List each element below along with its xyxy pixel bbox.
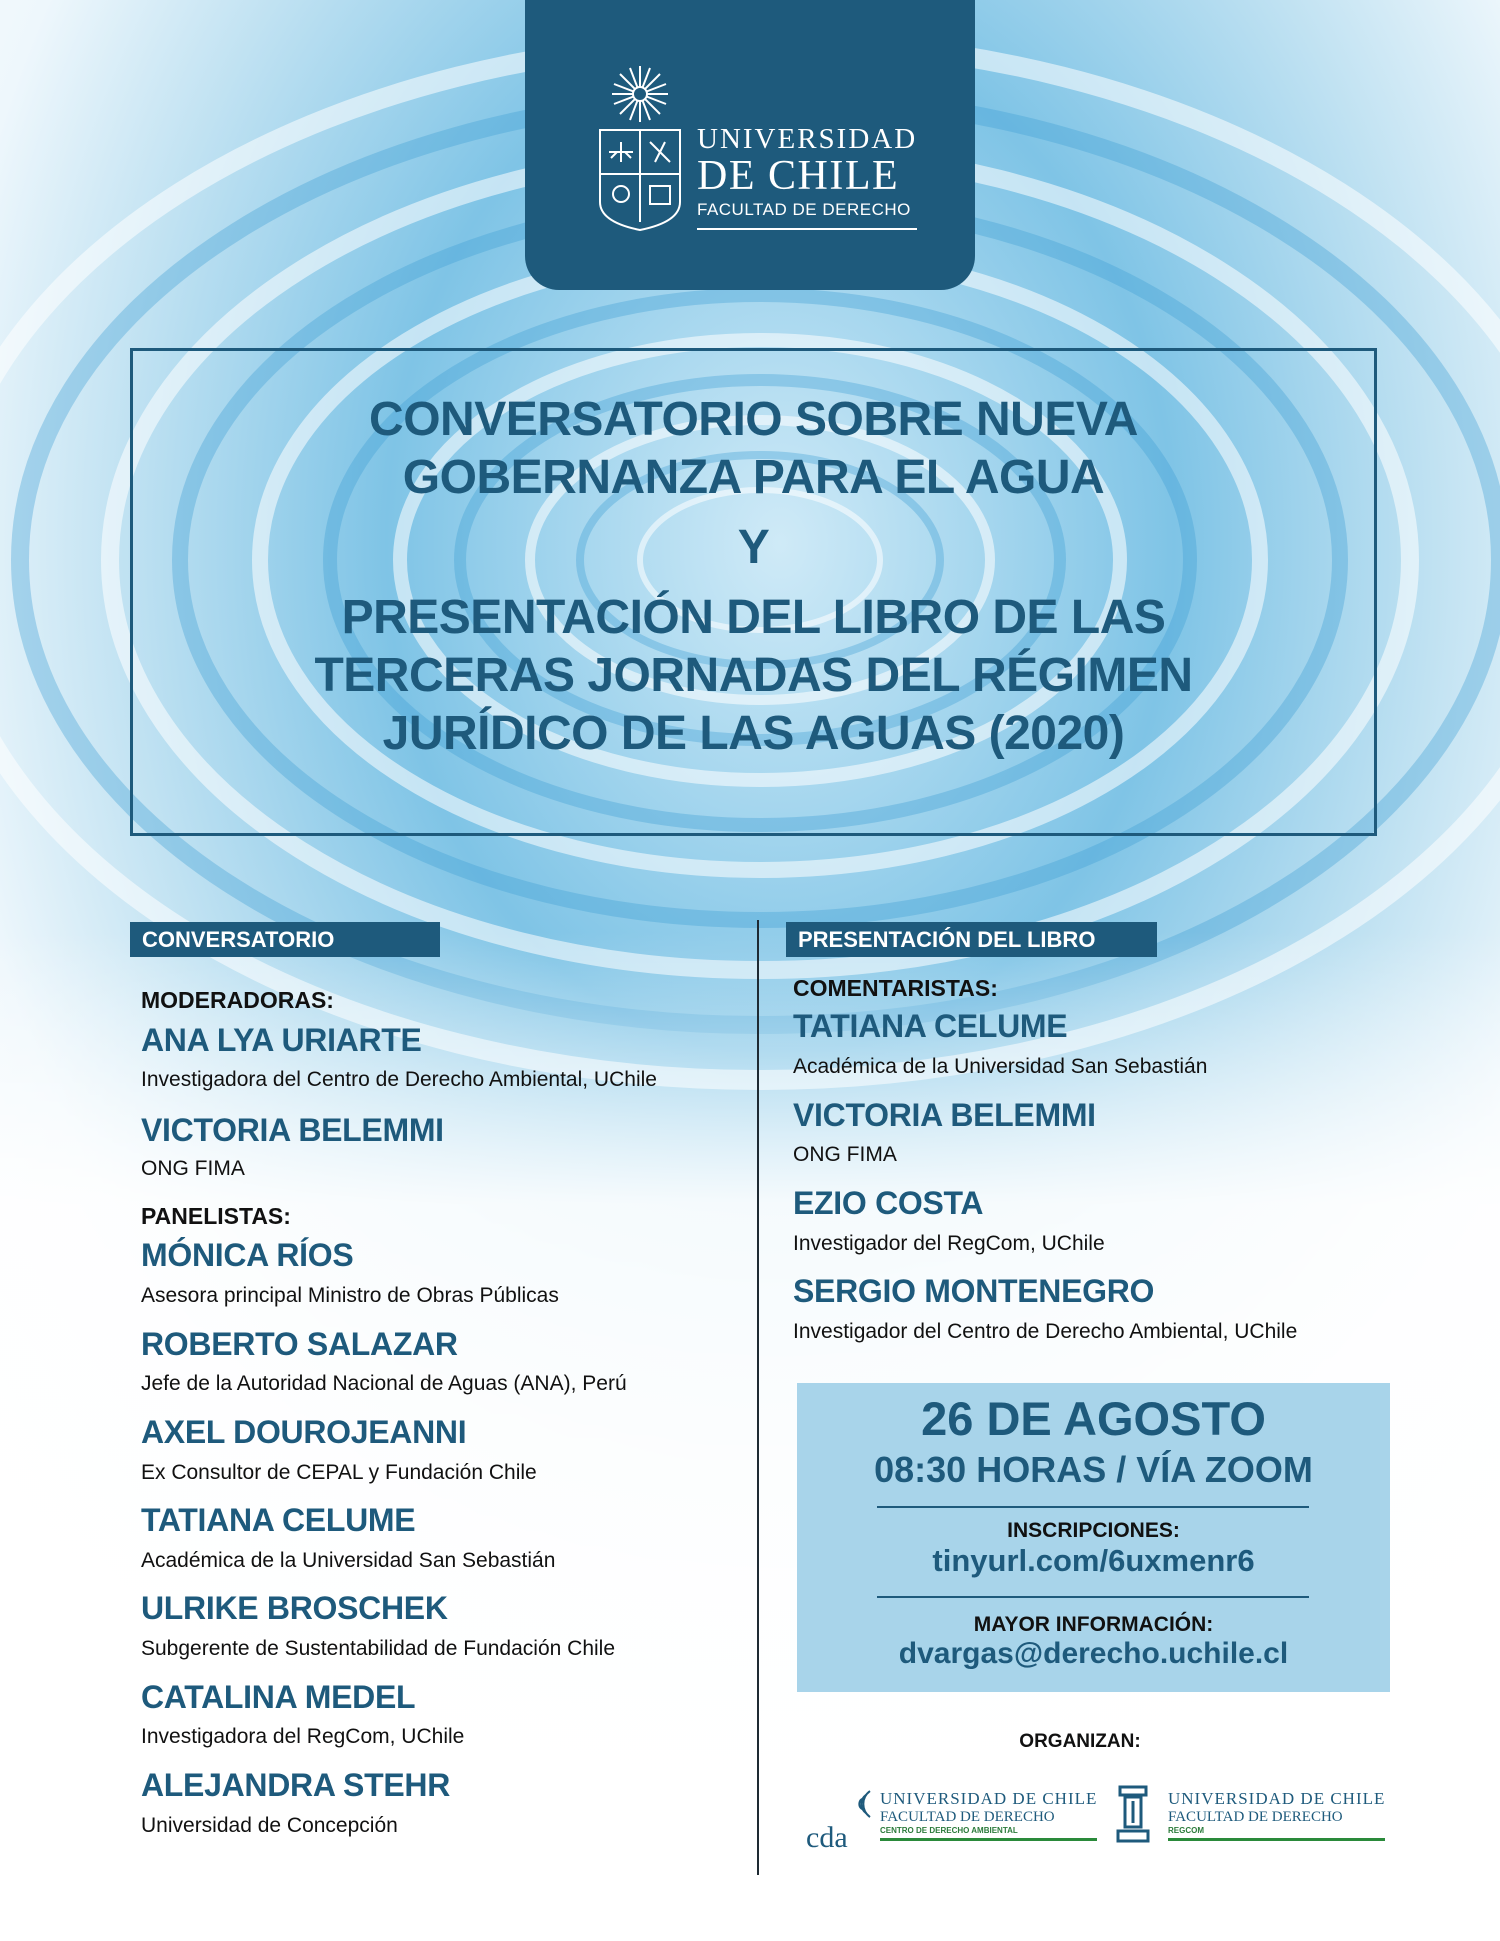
conversatorio-header: CONVERSATORIO: [130, 922, 440, 957]
person-affiliation: Investigadora del RegCom, UChile: [141, 1725, 465, 1748]
person-affiliation: ONG FIMA: [793, 1143, 897, 1166]
person-affiliation: Asesora principal Ministro de Obras Públicas: [141, 1284, 559, 1307]
organizers-label: ORGANIZAN:: [1019, 1731, 1141, 1752]
title-line: CONVERSATORIO SOBRE NUEVA: [369, 393, 1138, 446]
person-name: ULRIKE BROSCHEK: [141, 1590, 448, 1626]
person-affiliation: Académica de la Universidad San Sebastián: [141, 1549, 556, 1572]
person-name: EZIO COSTA: [793, 1185, 984, 1221]
person-affiliation: Académica de la Universidad San Sebastián: [793, 1055, 1208, 1078]
person-name: ALEJANDRA STEHR: [141, 1767, 451, 1803]
person-name: ROBERTO SALAZAR: [141, 1326, 458, 1362]
moderators-label: MODERADORAS:: [141, 987, 334, 1013]
person-name: ANA LYA URIARTE: [141, 1022, 422, 1058]
title-line: TERCERAS JORNADAS DEL RÉGIMEN: [314, 649, 1193, 702]
title-line: JURÍDICO DE LAS AGUAS (2020): [382, 707, 1125, 760]
event-date: 26 DE AGOSTO: [921, 1392, 1266, 1445]
info-divider: [877, 1596, 1309, 1598]
person-affiliation: Universidad de Concepción: [141, 1814, 398, 1837]
organizer-university: UNIVERSIDAD DE CHILE: [880, 1789, 1098, 1808]
registration-link[interactable]: tinyurl.com/6uxmenr6: [932, 1543, 1255, 1578]
person-name: CATALINA MEDEL: [141, 1679, 416, 1715]
organizer-center: CENTRO DE DERECHO AMBIENTAL: [880, 1826, 1097, 1841]
person-name: VICTORIA BELEMMI: [793, 1097, 1096, 1133]
event-time: 08:30 HORAS / VÍA ZOOM: [874, 1449, 1313, 1490]
regcom-emblem-icon: [1116, 1783, 1150, 1845]
university-wordmark: [697, 124, 917, 230]
person-name: SERGIO MONTENEGRO: [793, 1273, 1155, 1309]
person-affiliation: Investigador del Centro de Derecho Ambiental, UChile: [793, 1320, 1298, 1343]
organizer-regcom-logo: [1112, 1783, 1392, 1853]
person-affiliation: Investigador del RegCom, UChile: [793, 1232, 1105, 1255]
university-crest-icon: [595, 62, 685, 232]
commentators-label: COMENTARISTAS:: [793, 975, 998, 1001]
person-name: AXEL DOUROJEANNI: [141, 1414, 467, 1450]
cda-abbreviation: cda: [806, 1821, 848, 1854]
title-line: GOBERNANZA PARA EL AGUA: [402, 451, 1105, 504]
panelists-label: PANELISTAS:: [141, 1203, 291, 1229]
person-name: VICTORIA BELEMMI: [141, 1112, 444, 1148]
presentacion-header: PRESENTACIÓN DEL LIBRO: [786, 922, 1157, 957]
person-affiliation: Subgerente de Sustentabilidad de Fundación Chile: [141, 1637, 616, 1660]
info-divider: [877, 1506, 1309, 1508]
more-info-label: MAYOR INFORMACIÓN:: [973, 1613, 1214, 1636]
event-info-box: [797, 1383, 1390, 1692]
university-name-line2: DE CHILE: [697, 153, 900, 199]
university-name-line1: UNIVERSIDAD: [697, 123, 918, 155]
person-affiliation: Ex Consultor de CEPAL y Fundación Chile: [141, 1461, 537, 1484]
organizer-faculty: FACULTAD DE DERECHO: [1168, 1809, 1343, 1825]
person-affiliation: ONG FIMA: [141, 1157, 245, 1180]
organizer-center: REGCOM: [1168, 1826, 1385, 1841]
contact-email-link[interactable]: dvargas@derecho.uchile.cl: [898, 1637, 1289, 1670]
title-connector: Y: [737, 521, 770, 574]
organizer-faculty: FACULTAD DE DERECHO: [880, 1809, 1055, 1825]
column-divider: [757, 920, 759, 1875]
faculty-name: FACULTAD DE DERECHO: [697, 200, 917, 230]
person-name: TATIANA CELUME: [793, 1008, 1068, 1044]
organizer-cda-logo: [806, 1783, 1098, 1854]
person-name: MÓNICA RÍOS: [141, 1237, 354, 1273]
person-affiliation: Jefe de la Autoridad Nacional de Aguas (ANA), Perú: [141, 1372, 627, 1395]
university-logo-tab: [525, 0, 975, 290]
event-title-box: [130, 348, 1377, 836]
registration-label: INSCRIPCIONES:: [1007, 1519, 1180, 1542]
organizer-university: UNIVERSIDAD DE CHILE: [1168, 1789, 1386, 1808]
person-name: TATIANA CELUME: [141, 1502, 416, 1538]
cda-emblem-icon: [848, 1787, 874, 1821]
person-affiliation: Investigadora del Centro de Derecho Ambiental, UChile: [141, 1068, 657, 1091]
title-line: PRESENTACIÓN DEL LIBRO DE LAS: [341, 591, 1166, 644]
